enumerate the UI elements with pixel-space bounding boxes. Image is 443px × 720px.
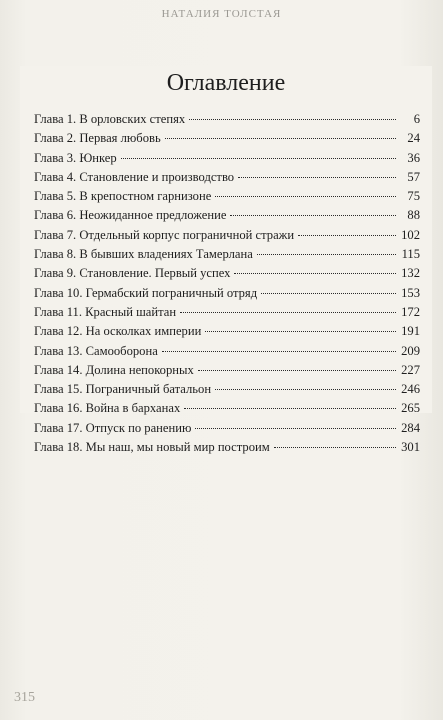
toc-entry xyxy=(34,286,420,305)
toc-entry-page: 115 xyxy=(401,247,420,262)
toc-leader-dots xyxy=(198,370,396,371)
toc-leader-dots xyxy=(261,293,396,294)
toc-entry-page: 246 xyxy=(401,382,420,397)
toc-entry-page: 102 xyxy=(401,227,420,242)
toc-leader-dots xyxy=(238,177,396,178)
toc-entry-chapter: Глава 18. Мы наш, мы новый мир построим xyxy=(34,440,270,455)
toc-leader-dots xyxy=(230,215,396,216)
toc-entry-chapter: Глава 1. В орловских степях xyxy=(34,112,186,126)
toc-entry xyxy=(34,208,420,227)
toc-entry-page: 88 xyxy=(407,208,420,223)
toc-entry xyxy=(34,305,420,324)
toc-entry xyxy=(34,266,420,285)
toc-entry xyxy=(34,170,420,189)
toc-leader-dots xyxy=(234,273,396,274)
toc-entry xyxy=(34,344,420,363)
toc-entry-page: 153 xyxy=(401,285,420,300)
toc-entry-chapter: Глава 14. Долина непокорных xyxy=(34,362,194,377)
toc-entry-chapter: Глава 11. Красный шайтан xyxy=(34,304,177,319)
toc-entry-page: 36 xyxy=(407,150,420,165)
toc-entry-page: 209 xyxy=(401,343,420,358)
toc-leader-dots xyxy=(215,389,396,390)
toc-entry-page: 227 xyxy=(401,362,420,377)
toc-leader-dots xyxy=(205,331,396,332)
toc-entry-page: 24 xyxy=(407,131,420,146)
toc-entry xyxy=(34,228,420,247)
toc-leader-dots xyxy=(215,196,396,197)
toc-leader-dots xyxy=(165,138,396,139)
toc-entry-page: 172 xyxy=(401,304,420,319)
toc-entry-chapter: Глава 7. Отдельный корпус пограничной стражи xyxy=(34,227,295,242)
toc-leader-dots xyxy=(180,312,396,313)
toc-entry-chapter: Глава 15. Пограничный батальон xyxy=(34,382,212,397)
toc-entry xyxy=(34,382,420,401)
toc-entry-page: 284 xyxy=(401,420,420,435)
toc-entry-page: 75 xyxy=(407,189,420,204)
toc-entry-chapter: Глава 9. Становление. Первый успех xyxy=(34,266,231,281)
toc-leader-dots xyxy=(162,351,396,352)
toc-entry-chapter: Глава 8. В бывших владениях Тамерлана xyxy=(34,247,253,262)
toc-entry-page: 132 xyxy=(401,266,420,281)
toc-entry xyxy=(34,131,420,150)
toc-entry xyxy=(34,363,420,382)
toc-entry-page: 301 xyxy=(401,440,420,455)
toc-entry xyxy=(34,189,420,208)
toc-entry xyxy=(34,440,420,459)
table-of-contents xyxy=(20,66,432,455)
toc-entry-chapter: Глава 6. Неожиданное предложение xyxy=(34,208,227,223)
toc-entry xyxy=(34,151,420,170)
toc-entry-page: 6 xyxy=(413,112,420,126)
toc-list xyxy=(34,112,420,459)
toc-title: Оглавление xyxy=(166,70,286,96)
toc-leader-dots xyxy=(189,119,396,120)
toc-entry-chapter: Глава 4. Становление и производство xyxy=(34,169,235,184)
toc-leader-dots xyxy=(121,158,396,159)
toc-entry-chapter: Глава 13. Самооборона xyxy=(34,343,158,358)
toc-leader-dots xyxy=(184,408,396,409)
toc-entry-chapter: Глава 10. Гермабский пограничный отряд xyxy=(34,285,258,300)
toc-entry-chapter: Глава 3. Юнкер xyxy=(34,150,117,165)
toc-entry-chapter: Глава 12. На осколках империи xyxy=(34,324,202,339)
running-header: НАТАЛИЯ ТОЛСТАЯ xyxy=(161,8,282,20)
toc-entry-page: 57 xyxy=(407,169,420,184)
toc-entry xyxy=(34,247,420,266)
toc-leader-dots xyxy=(274,447,396,448)
toc-entry-chapter: Глава 17. Отпуск по ранению xyxy=(34,420,192,435)
toc-entry-chapter: Глава 2. Первая любовь xyxy=(34,131,161,146)
toc-leader-dots xyxy=(257,254,396,255)
page-number: 315 xyxy=(14,690,35,705)
toc-entry-page: 191 xyxy=(401,324,420,339)
toc-entry xyxy=(34,421,420,440)
toc-leader-dots xyxy=(298,235,396,236)
toc-entry-page: 265 xyxy=(401,401,420,416)
toc-entry xyxy=(34,112,420,131)
toc-entry xyxy=(34,324,420,343)
toc-entry-chapter: Глава 16. Война в барханах xyxy=(34,401,181,416)
toc-entry-chapter: Глава 5. В крепостном гарнизоне xyxy=(34,189,212,204)
toc-entry xyxy=(34,401,420,420)
toc-leader-dots xyxy=(195,428,396,429)
